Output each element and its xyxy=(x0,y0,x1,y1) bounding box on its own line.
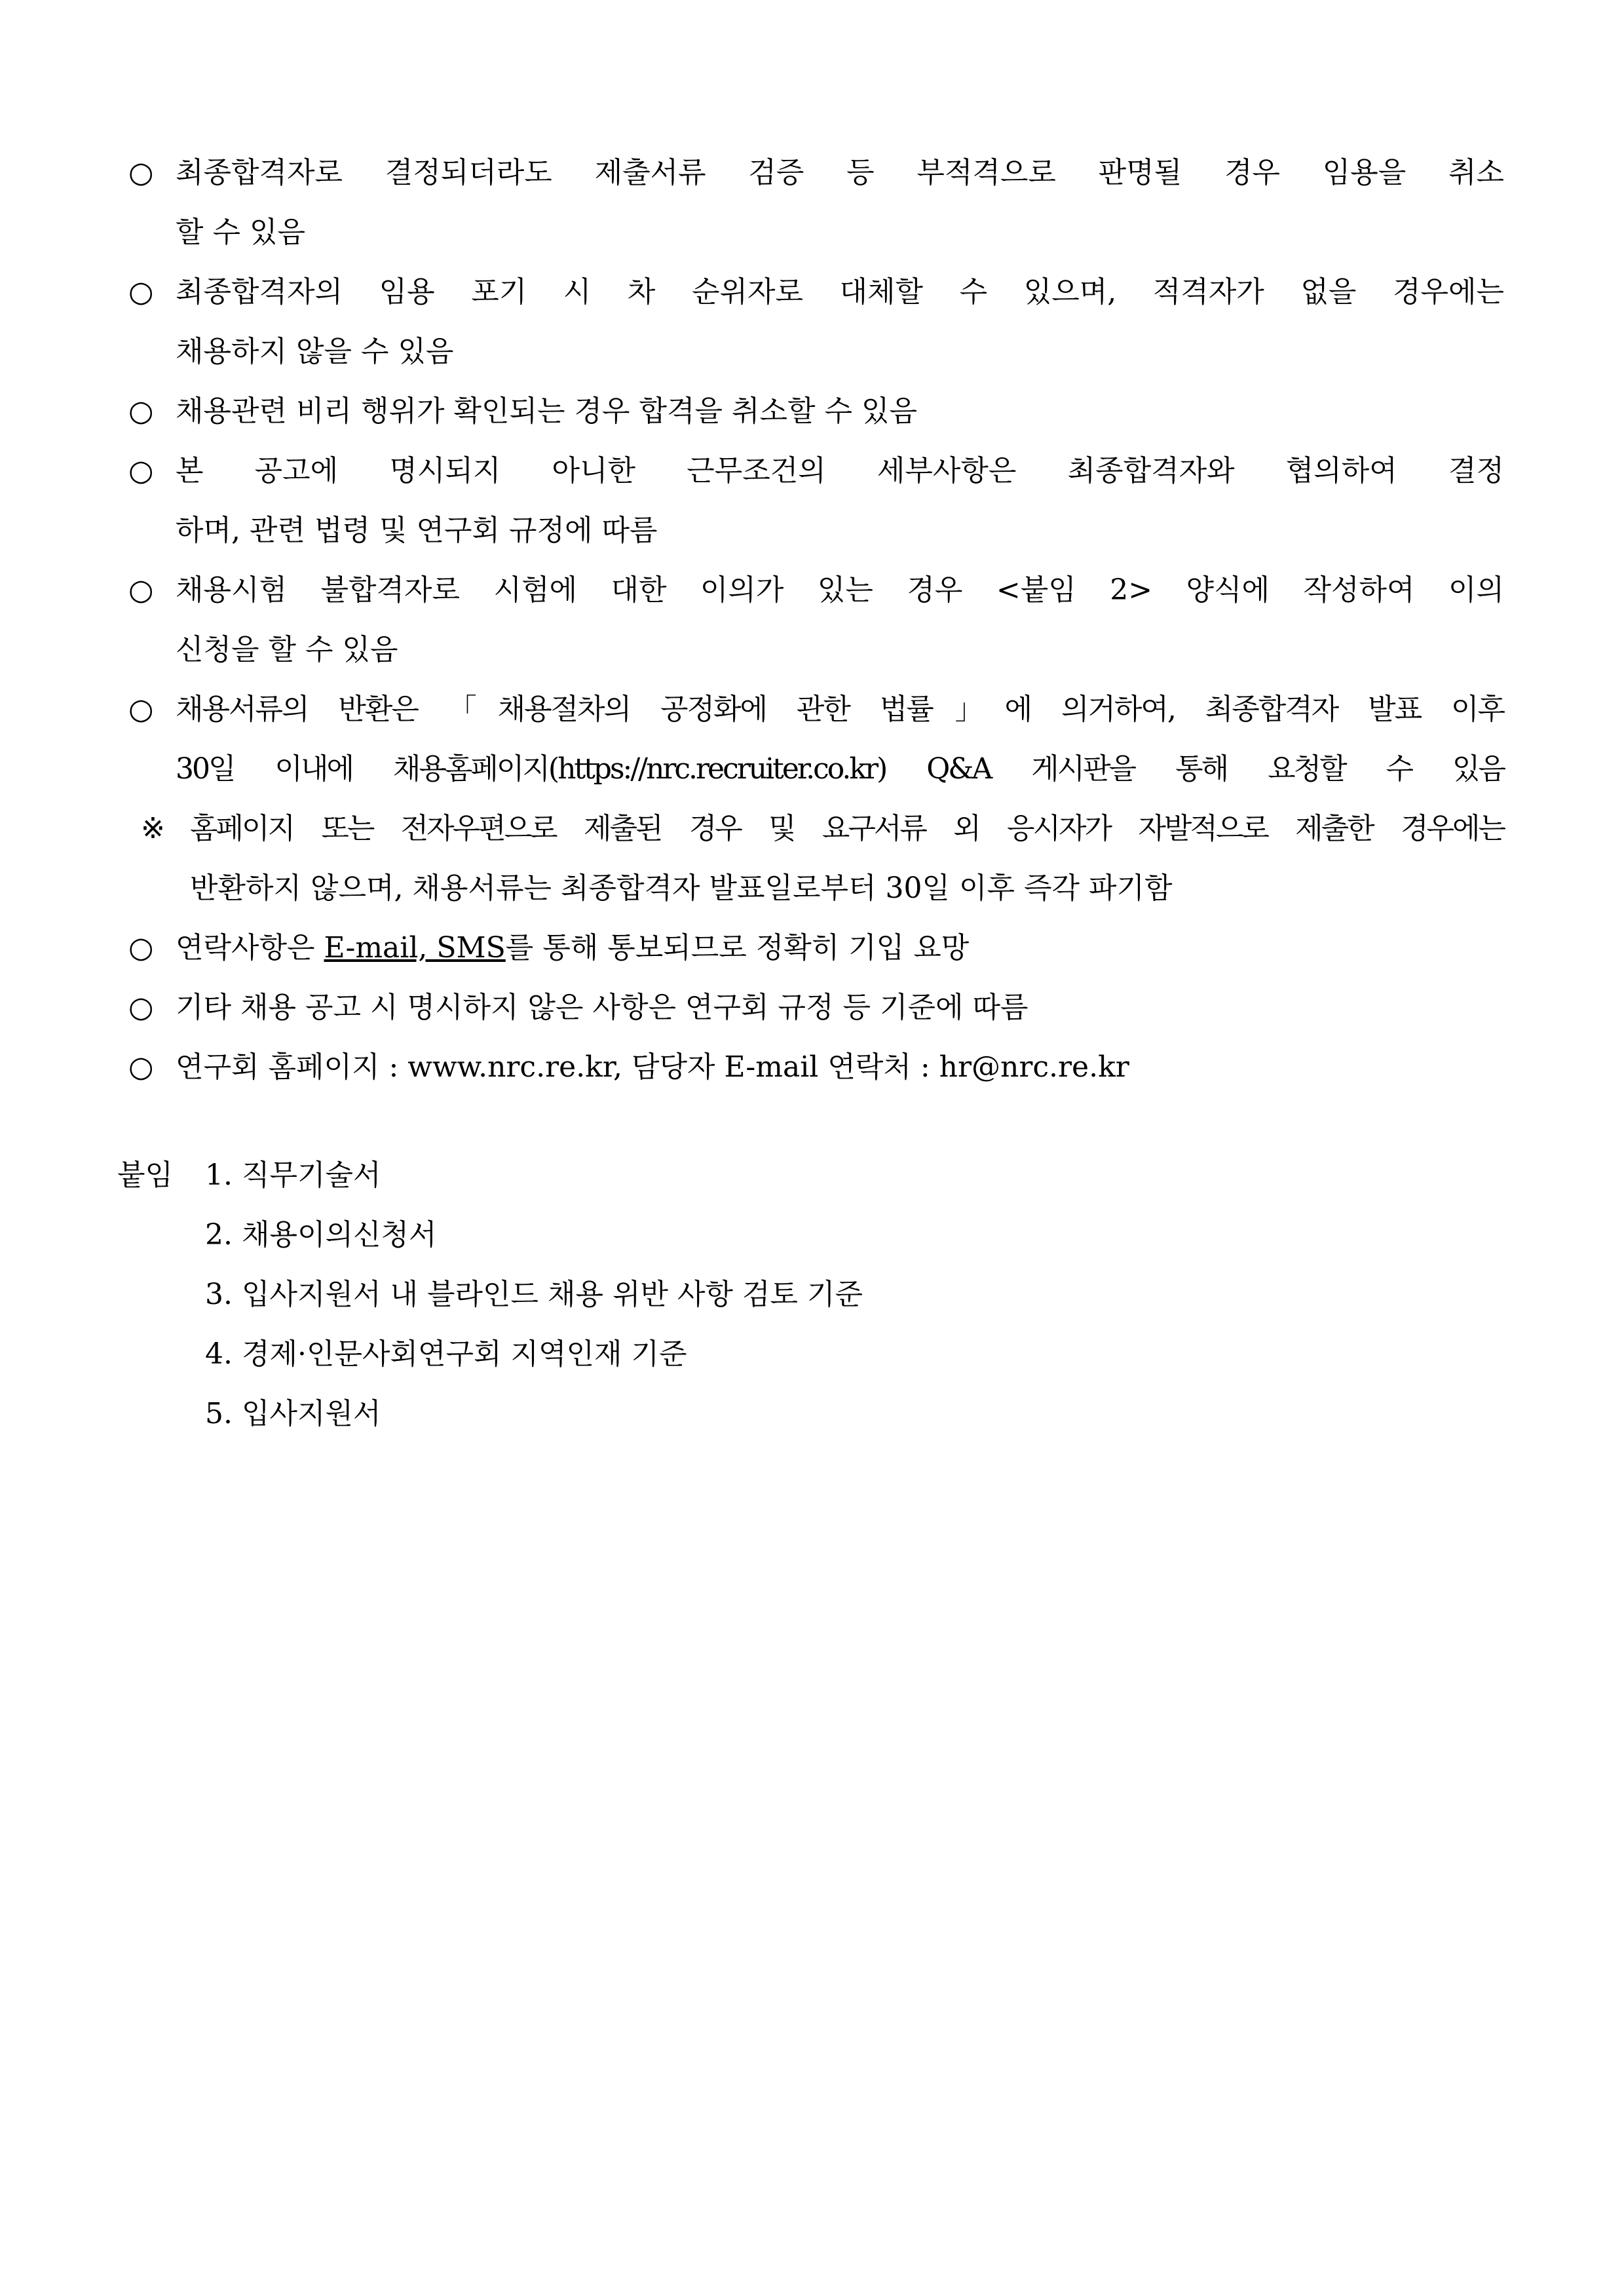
notice-text: 할 수 있음 xyxy=(176,216,305,249)
attachments-label: 붙임 xyxy=(117,1158,174,1192)
bullet-marker: ○ xyxy=(128,693,154,726)
bullet-marker: ○ xyxy=(128,156,154,189)
notice-text: 홈페이지 또는 전자우편으로 제출된 경우 및 요구서류 외 응시자가 자발적으로 제출한 경우에는 xyxy=(190,812,1504,845)
bullet-marker: ○ xyxy=(128,454,154,488)
attachment-title: 경제·인문사회연구회 지역인재 기준 xyxy=(241,1337,687,1371)
attachment-number: 5. xyxy=(205,1397,233,1430)
contact-methods: E-mail, SMS xyxy=(324,931,506,965)
attachment-item xyxy=(205,1384,381,1444)
notice-text-post: 를 통해 통보되므로 정확히 기입 요망 xyxy=(505,931,970,965)
attachment-number: 4. xyxy=(205,1337,233,1371)
attachment-item xyxy=(205,1265,863,1324)
attachment-item xyxy=(205,1205,437,1265)
bullet-marker: ○ xyxy=(128,1050,154,1084)
bullet-marker: ○ xyxy=(128,394,154,428)
notice-text: 30일 이내에 채용홈페이지(https://nrc.recruiter.co.kr) Q&A 게시판을 통해 요청할 수 있음 xyxy=(176,752,1504,786)
bullet-marker: ○ xyxy=(128,931,154,965)
attachment-number: 3. xyxy=(205,1278,233,1311)
attachment-item xyxy=(205,1324,687,1384)
contact-info-text: 연구회 홈페이지 : www.nrc.re.kr, 담당자 E-mail 연락처 : hr@nrc.re.kr xyxy=(176,1050,1129,1084)
notice-text xyxy=(176,918,1504,978)
attachment-number: 2. xyxy=(205,1218,233,1252)
attachment-title: 입사지원서 xyxy=(241,1397,381,1430)
notice-text: 채용시험 불합격자로 시험에 대한 이의가 있는 경우 <붙임 2> 양식에 작성하여 이의 xyxy=(176,573,1504,607)
attachment-title: 입사지원서 내 블라인드 채용 위반 사항 검토 기준 xyxy=(241,1278,863,1311)
notice-text: 하며, 관련 법령 및 연구회 규정에 따름 xyxy=(176,514,658,547)
document-body xyxy=(0,143,1624,1444)
bullet-marker: ○ xyxy=(128,275,154,309)
notice-text: 신청을 할 수 있음 xyxy=(176,633,398,666)
bullet-marker: ○ xyxy=(128,573,154,607)
attachment-number: 1. xyxy=(205,1158,233,1192)
attachment-item xyxy=(205,1145,381,1205)
notice-text: 반환하지 않으며, 채용서류는 최종합격자 발표일로부터 30일 이후 즉각 파기함 xyxy=(190,871,1173,905)
attachment-title: 채용이의신청서 xyxy=(241,1218,437,1252)
bullet-marker: ○ xyxy=(128,991,154,1024)
notice-text: 기타 채용 공고 시 명시하지 않은 사항은 연구회 규정 등 기준에 따름 xyxy=(176,991,1029,1024)
notice-text: 채용관련 비리 행위가 확인되는 경우 합격을 취소할 수 있음 xyxy=(176,394,917,428)
notice-text: 채용하지 않을 수 있음 xyxy=(176,335,454,368)
notice-text: 최종합격자로 결정되더라도 제출서류 검증 등 부적격으로 판명될 경우 임용을 취소 xyxy=(176,156,1504,189)
attachments-list xyxy=(0,1145,1624,1444)
notice-text-pre: 연락사항은 xyxy=(176,931,324,965)
notice-text: 채용서류의 반환은 「채용절차의 공정화에 관한 법률」에 의거하여, 최종합격자 발표 이후 xyxy=(176,693,1504,726)
notice-text: 최종합격자의 임용 포기 시 차 순위자로 대체할 수 있으며, 적격자가 없을 경우에는 xyxy=(176,275,1504,309)
attachment-title: 직무기술서 xyxy=(241,1158,381,1192)
note-marker: ※ xyxy=(141,812,165,845)
notice-text: 본 공고에 명시되지 아니한 근무조건의 세부사항은 최종합격자와 협의하여 결정 xyxy=(176,454,1504,488)
